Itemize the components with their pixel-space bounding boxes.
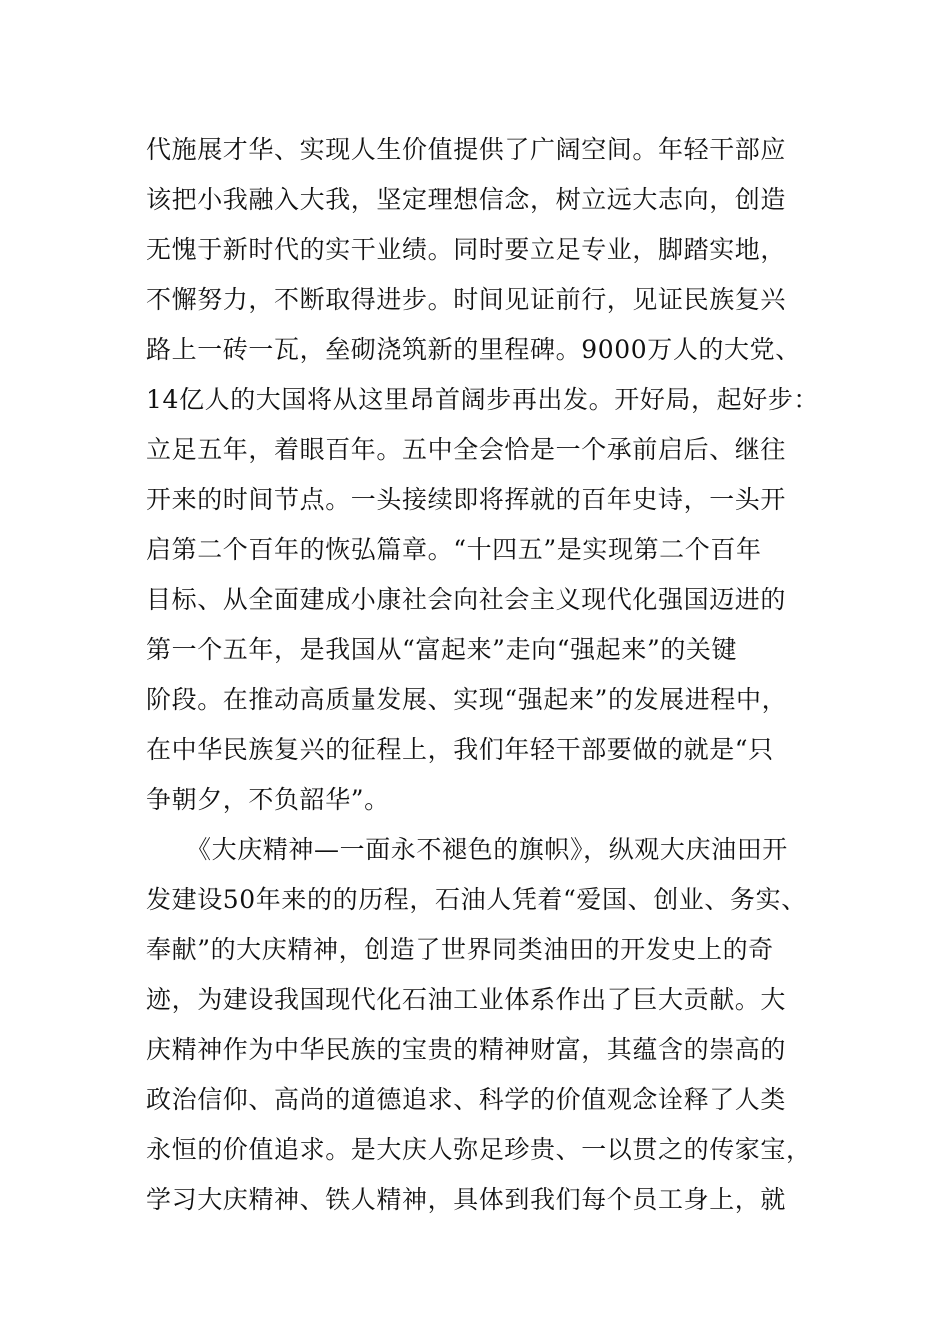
- paragraph-2-line-7: 永恒的价值追求。是大庆人弥足珍贵、一以贯之的传家宝，: [146, 1135, 812, 1164]
- paragraph-2-line-3: 奉献”的大庆精神，创造了世界同类油田的开发史上的奇: [146, 935, 774, 964]
- paragraph-1-line-6: 14亿人的大国将从这里昂首阔步再出发。开好局，起好步：: [146, 385, 820, 414]
- paragraph-1-line-4: 不懈努力，不断取得进步。时间见证前行，见证民族复兴: [146, 285, 787, 314]
- paragraph-1-line-14: 争朝夕，不负韶华”。: [146, 785, 390, 814]
- paragraph-2-line-4: 迹，为建设我国现代化石油工业体系作出了巨大贡献。大: [146, 985, 787, 1014]
- paragraph-1-line-9: 启第二个百年的恢弘篇章。“十四五”是实现第二个百年: [146, 535, 762, 564]
- paragraph-1-line-12: 阶段。在推动高质量发展、实现“强起来”的发展进程中，: [146, 685, 788, 714]
- paragraph-1-line-1: 代施展才华、实现人生价值提供了广阔空间。年轻干部应: [146, 135, 787, 164]
- paragraph-1-line-13: 在中华民族复兴的征程上，我们年轻干部要做的就是“只: [146, 735, 774, 764]
- paragraph-1-line-7: 立足五年，着眼百年。五中全会恰是一个承前启后、继往: [146, 435, 787, 464]
- paragraph-1-line-2: 该把小我融入大我，坚定理想信念，树立远大志向，创造: [146, 185, 787, 214]
- paragraph-1-line-8: 开来的时间节点。一头接续即将挥就的百年史诗，一头开: [146, 485, 787, 514]
- paragraph-1-line-10: 目标、从全面建成小康社会向社会主义现代化强国迈进的: [146, 585, 787, 614]
- paragraph-2-line-1: 《大庆精神—一面永不褪色的旗帜》，纵观大庆油田开: [186, 835, 788, 864]
- paragraph-2-line-6: 政治信仰、高尚的道德追求、科学的价值观念诠释了人类: [146, 1085, 787, 1114]
- paragraph-2-line-2: 发建设50年来的的历程，石油人凭着“爱国、创业、务实、: [146, 885, 807, 914]
- paragraph-1-line-3: 无愧于新时代的实干业绩。同时要立足专业，脚踏实地，: [146, 235, 787, 264]
- paragraph-1-line-11: 第一个五年，是我国从“富起来”走向“强起来”的关键: [146, 635, 738, 664]
- paragraph-2-line-5: 庆精神作为中华民族的宝贵的精神财富，其蕴含的崇高的: [146, 1035, 787, 1064]
- paragraph-1-line-5: 路上一砖一瓦，垒砌浇筑新的里程碑。9000万人的大党、: [146, 335, 801, 364]
- paragraph-2-line-8: 学习大庆精神、铁人精神，具体到我们每个员工身上，就: [146, 1185, 787, 1214]
